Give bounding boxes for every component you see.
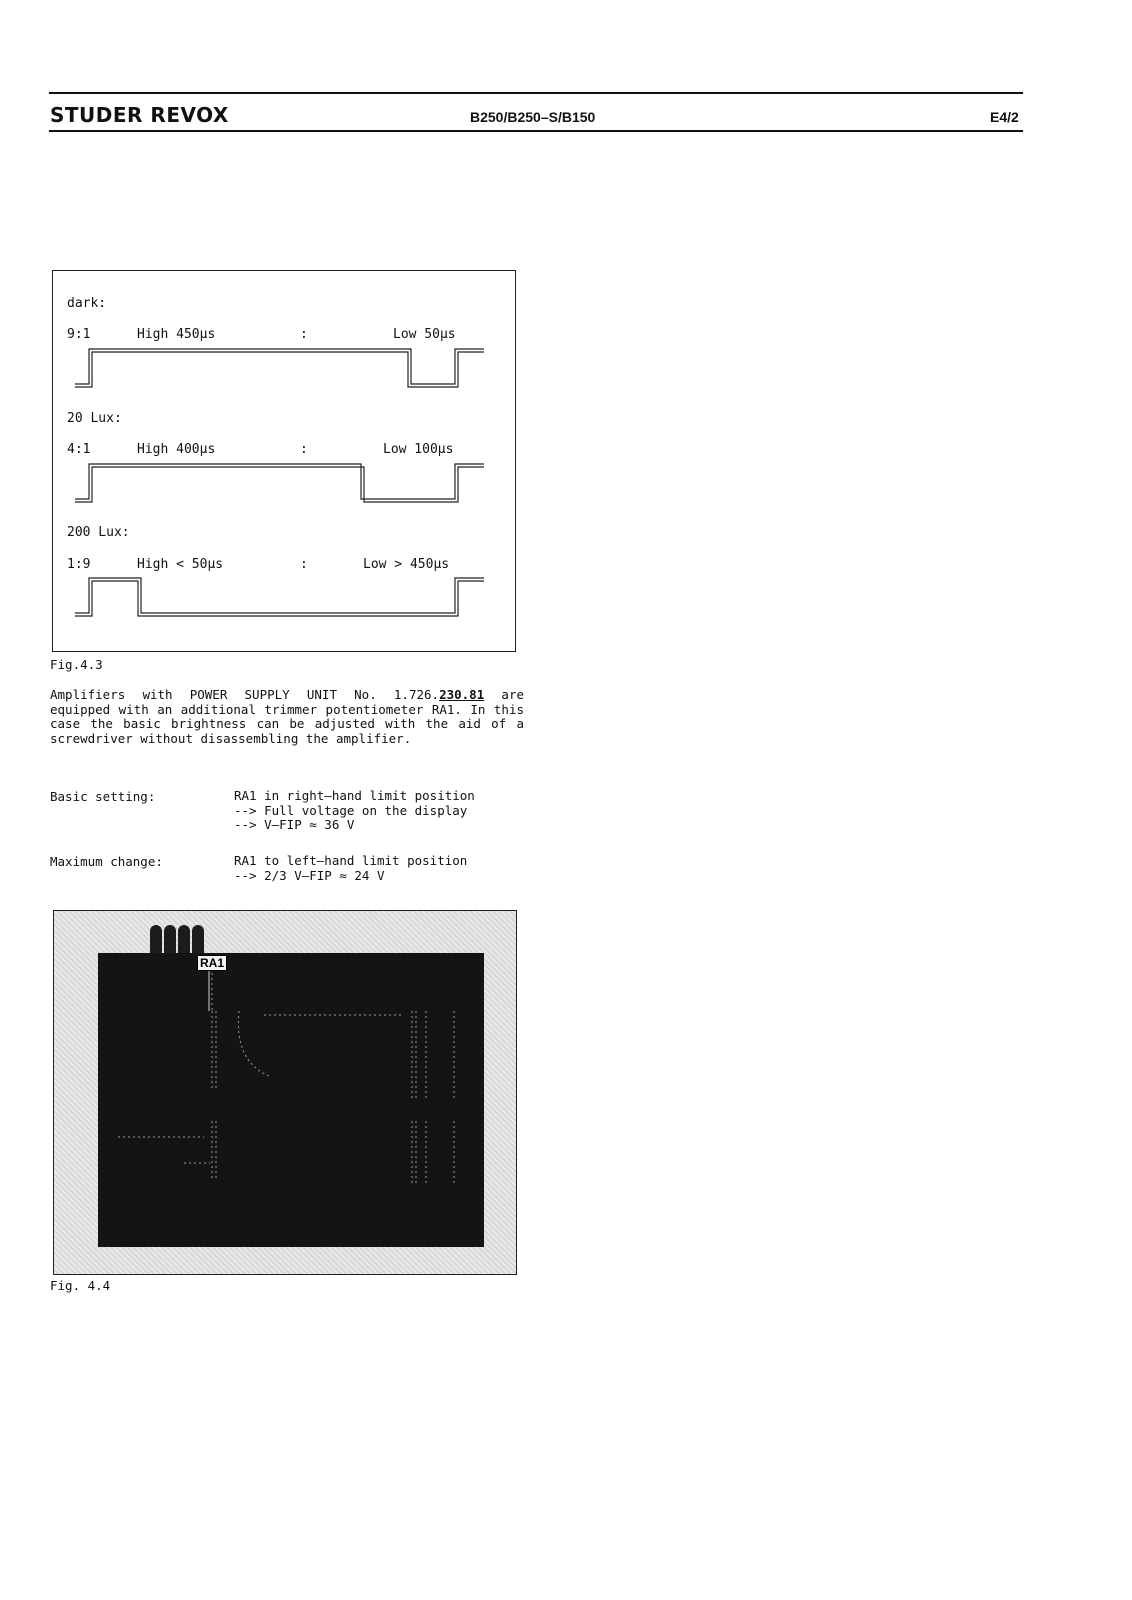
low-time: Low 50µs — [393, 327, 456, 342]
page-number: E4/2 — [990, 109, 1019, 125]
condition-label: 200 Lux: — [67, 525, 130, 540]
paragraph-text-cont: are equipped with an additional trimmer potentiometer RA1. In this case the basic brightness can be adjusted with the aid of a screwdriver without disassembling the amplifier. — [50, 687, 524, 746]
maximum-change-value: RA1 to left–hand limit position --> 2/3 V–FIP ≈ 24 V — [234, 853, 468, 883]
model-number: B250/B250–S/B150 — [470, 109, 596, 125]
duty-ratio: 4:1 — [67, 442, 91, 457]
basic-setting-value: RA1 in right–hand limit position --> Full voltage on the display --> V–FIP ≈ 36 V — [234, 788, 475, 832]
board-illustration — [54, 911, 516, 1274]
low-time: Low 100µs — [383, 442, 454, 457]
header-rule-top — [49, 92, 1023, 94]
condition-label: dark: — [67, 296, 107, 311]
ra1-label: RA1 — [197, 955, 227, 971]
separator: : — [300, 557, 308, 572]
waveform-20-lux — [75, 464, 484, 502]
basic-setting-label: Basic setting: — [50, 789, 156, 804]
high-time: High 400µs — [137, 442, 216, 457]
low-time: Low > 450µs — [363, 557, 450, 572]
figure-caption: Fig. 4.4 — [50, 1278, 111, 1293]
figure-caption: Fig.4.3 — [50, 657, 103, 672]
part-number: 230.81 — [439, 687, 485, 702]
condition-label: 20 Lux: — [67, 411, 122, 426]
duty-ratio: 9:1 — [67, 327, 91, 342]
waveform-dark — [75, 349, 484, 387]
paragraph-text: Amplifiers with POWER SUPPLY UNIT No. 1.726. — [50, 687, 440, 702]
connector-icons — [150, 925, 204, 953]
separator: : — [300, 327, 308, 342]
header-rule-bottom — [49, 130, 1023, 132]
pulse-diagram-figure — [52, 270, 516, 652]
duty-ratio: 1:9 — [67, 557, 91, 572]
circuit-board-photo — [53, 910, 517, 1275]
high-time: High 450µs — [137, 327, 216, 342]
high-time: High < 50µs — [137, 557, 224, 572]
pulse-waveforms — [53, 271, 515, 651]
waveform-200-lux — [75, 578, 484, 616]
maximum-change-label: Maximum change: — [50, 854, 163, 869]
brand-logo: STUDER REVOX — [50, 103, 229, 127]
circuit-board — [98, 953, 484, 1247]
separator: : — [300, 442, 308, 457]
description-paragraph — [50, 688, 524, 746]
